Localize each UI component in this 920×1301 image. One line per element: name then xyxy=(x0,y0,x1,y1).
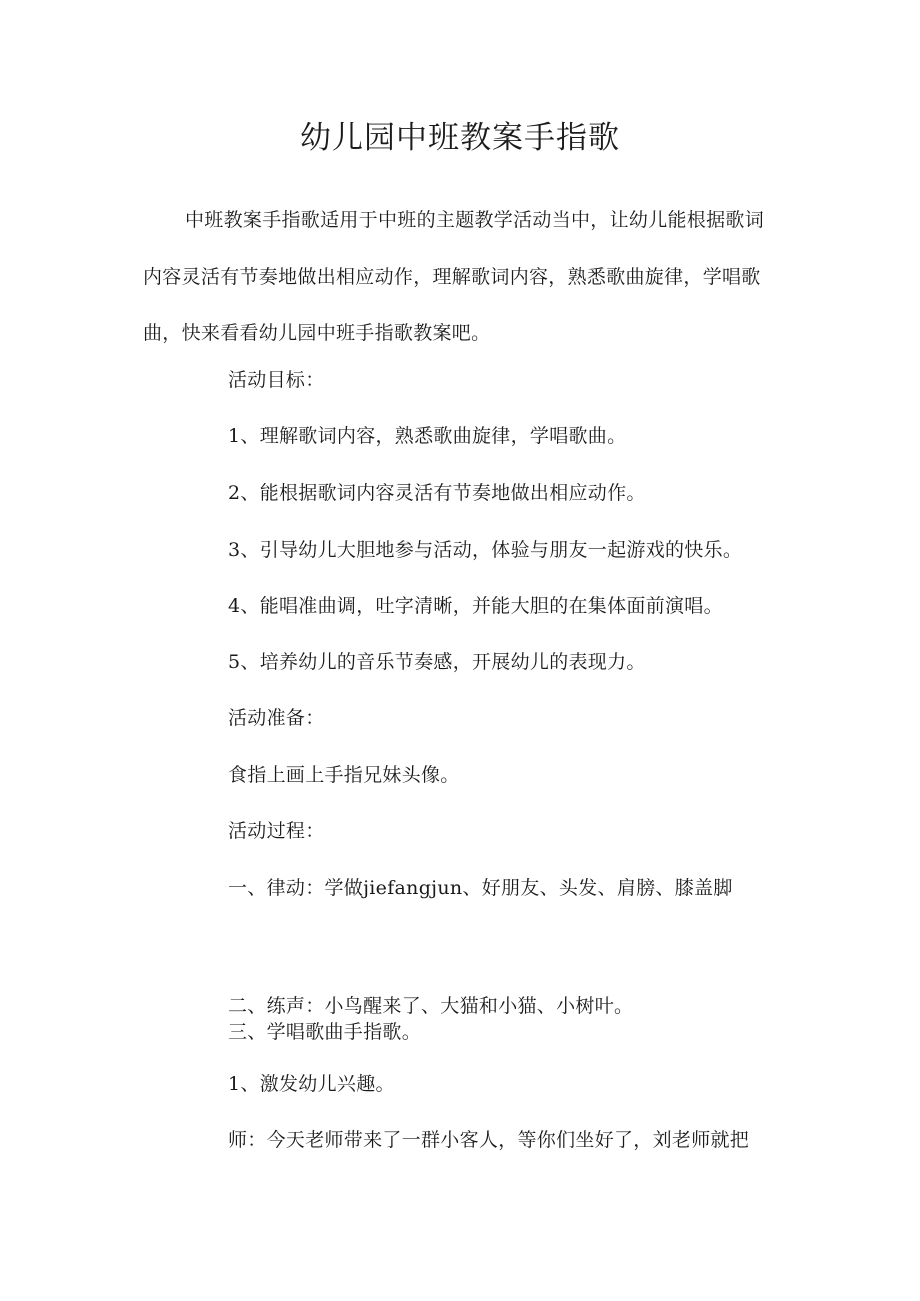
goal-item: 2、能根据歌词内容灵活有节奏地做出相应动作。 xyxy=(228,482,646,504)
goals-heading: 活动目标： xyxy=(228,369,325,391)
prep-heading: 活动准备： xyxy=(228,707,325,729)
process-heading: 活动过程： xyxy=(228,820,325,842)
document-title: 幼儿园中班教案手指歌 xyxy=(300,120,620,156)
goal-item: 4、能唱准曲调，吐字清晰，并能大胆的在集体面前演唱。 xyxy=(228,595,723,617)
goal-item: 5、培养幼儿的音乐节奏感，开展幼儿的表现力。 xyxy=(228,651,646,673)
process-item: 三、学唱歌曲手指歌。 xyxy=(228,1021,422,1043)
goal-item: 1、理解歌词内容，熟悉歌曲旋律，学唱歌曲。 xyxy=(228,425,627,447)
intro-paragraph: 中班教案手指歌适用于中班的主题教学活动当中，让幼儿能根据歌词内容灵活有节奏地做出相应动作，理解歌词内容，熟悉歌曲旋律，学唱歌曲，快来看看幼儿园中班手指歌教案吧。 xyxy=(143,209,765,344)
process-item: 师：今天老师带来了一群小客人，等你们坐好了，刘老师就把 xyxy=(228,1129,750,1151)
process-item: 1、激发幼儿兴趣。 xyxy=(228,1073,395,1095)
prep-text: 食指上画上手指兄妹头像。 xyxy=(228,764,460,786)
process-item: 二、练声：小鸟醒来了、大猫和小猫、小树叶。 xyxy=(228,995,634,1017)
process-item: 一、律动：学做jiefangjun、好朋友、头发、肩膀、膝盖脚 xyxy=(228,877,733,899)
goal-item: 3、引导幼儿大胆地参与活动，体验与朋友一起游戏的快乐。 xyxy=(228,539,743,561)
